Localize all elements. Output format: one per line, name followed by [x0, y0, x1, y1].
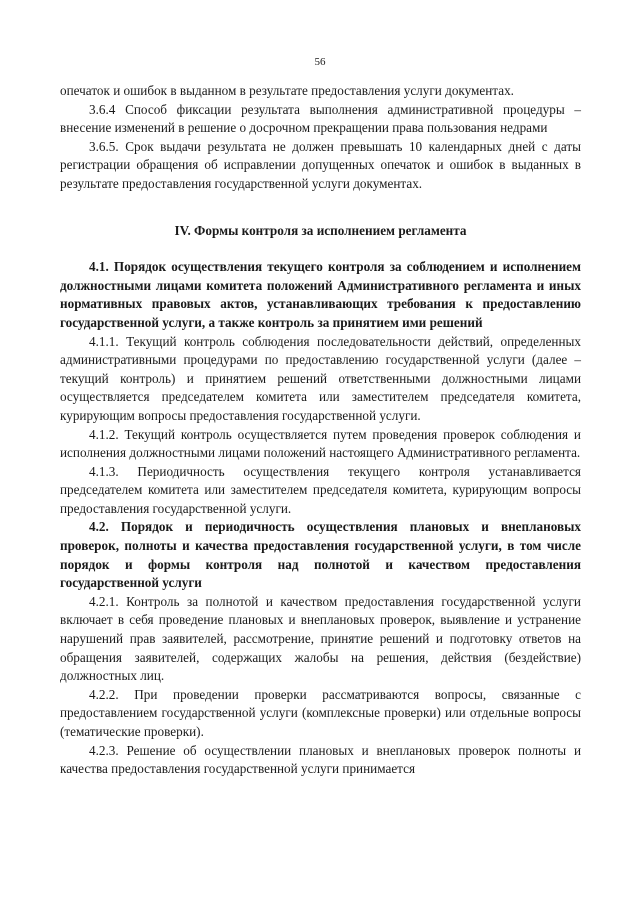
paragraph-4-1-1: 4.1.1. Текущий контроль соблюдения последовательности действий, определенных административными процедурами по предоставлению государственной услуги (далее – текущий контроль) и принятием решений ответственными должностными лицами осуществляется председателем комитета или заместителем председателя комитета, курирующим вопросы предоставления государственной услуги. — [60, 333, 581, 423]
paragraph-4-2-1: 4.2.1. Контроль за полнотой и качеством предоставления государственной услуги включает в себя проведение плановых и внеплановых проверок, выявление и устранение нарушений прав заявителей, рассмотрение, принятие решений и подготовку ответов на обращения заявителей, содержащих жалобы на решения, действия (бездействие) должностных лиц. — [60, 593, 581, 684]
subsection-heading-4-1: 4.1. Порядок осуществления текущего контроля за соблюдением и исполнением должностными лицами комитета положений Административного регламента и иных нормативных правовых актов, устанавливающих требования к предоставлению государственной услуги, а также контроль за принятием ими решений — [60, 259, 581, 330]
paragraph-continuation: опечаток и ошибок в выданном в результате предоставления услуги документах. — [60, 83, 514, 98]
subsection-heading-4-2: 4.2. Порядок и периодичность осуществления плановых и внеплановых проверок, полноты и качества предоставления государственной услуги, в том числе порядок и формы контроля над полнотой и качеством предоставления государственной услуги — [60, 519, 581, 591]
paragraph-3-6-5: 3.6.5. Срок выдачи результата не должен превышать 10 календарных дней с даты регистрации обращения об исправлении допущенных опечаток и ошибок в выданных в результате предоставления государственной услуги документах. — [60, 138, 581, 191]
paragraph-4-2-2: 4.2.2. При проведении проверки рассматриваются вопросы, связанные с предоставлением государственной услуги (комплексные проверки) или отдельные вопросы (тематические проверки). — [60, 686, 581, 739]
paragraph-4-1-2: 4.1.2. Текущий контроль осуществляется путем проведения проверок соблюдения и исполнения должностными лицами положений настоящего Административного регламента. — [60, 426, 581, 461]
paragraph-4-2-3: 4.2.3. Решение об осуществлении плановых и внеплановых проверок полноты и качества предоставления государственной услуги принимается — [60, 742, 581, 777]
document-body — [60, 82, 581, 779]
page-number: 56 — [314, 56, 326, 68]
paragraph-4-1-3: 4.1.3. Периодичность осуществления текущего контроля устанавливается председателем комитета или заместителем председателя комитета, курирующим вопросы предоставления государственной услуги. — [60, 463, 581, 516]
paragraph-3-6-4: 3.6.4 Способ фиксации результата выполнения административной процедуры – внесение изменений в решение о досрочном прекращении права пользования недрами — [60, 101, 581, 136]
section-heading: IV. Формы контроля за исполнением регламента — [174, 222, 467, 238]
